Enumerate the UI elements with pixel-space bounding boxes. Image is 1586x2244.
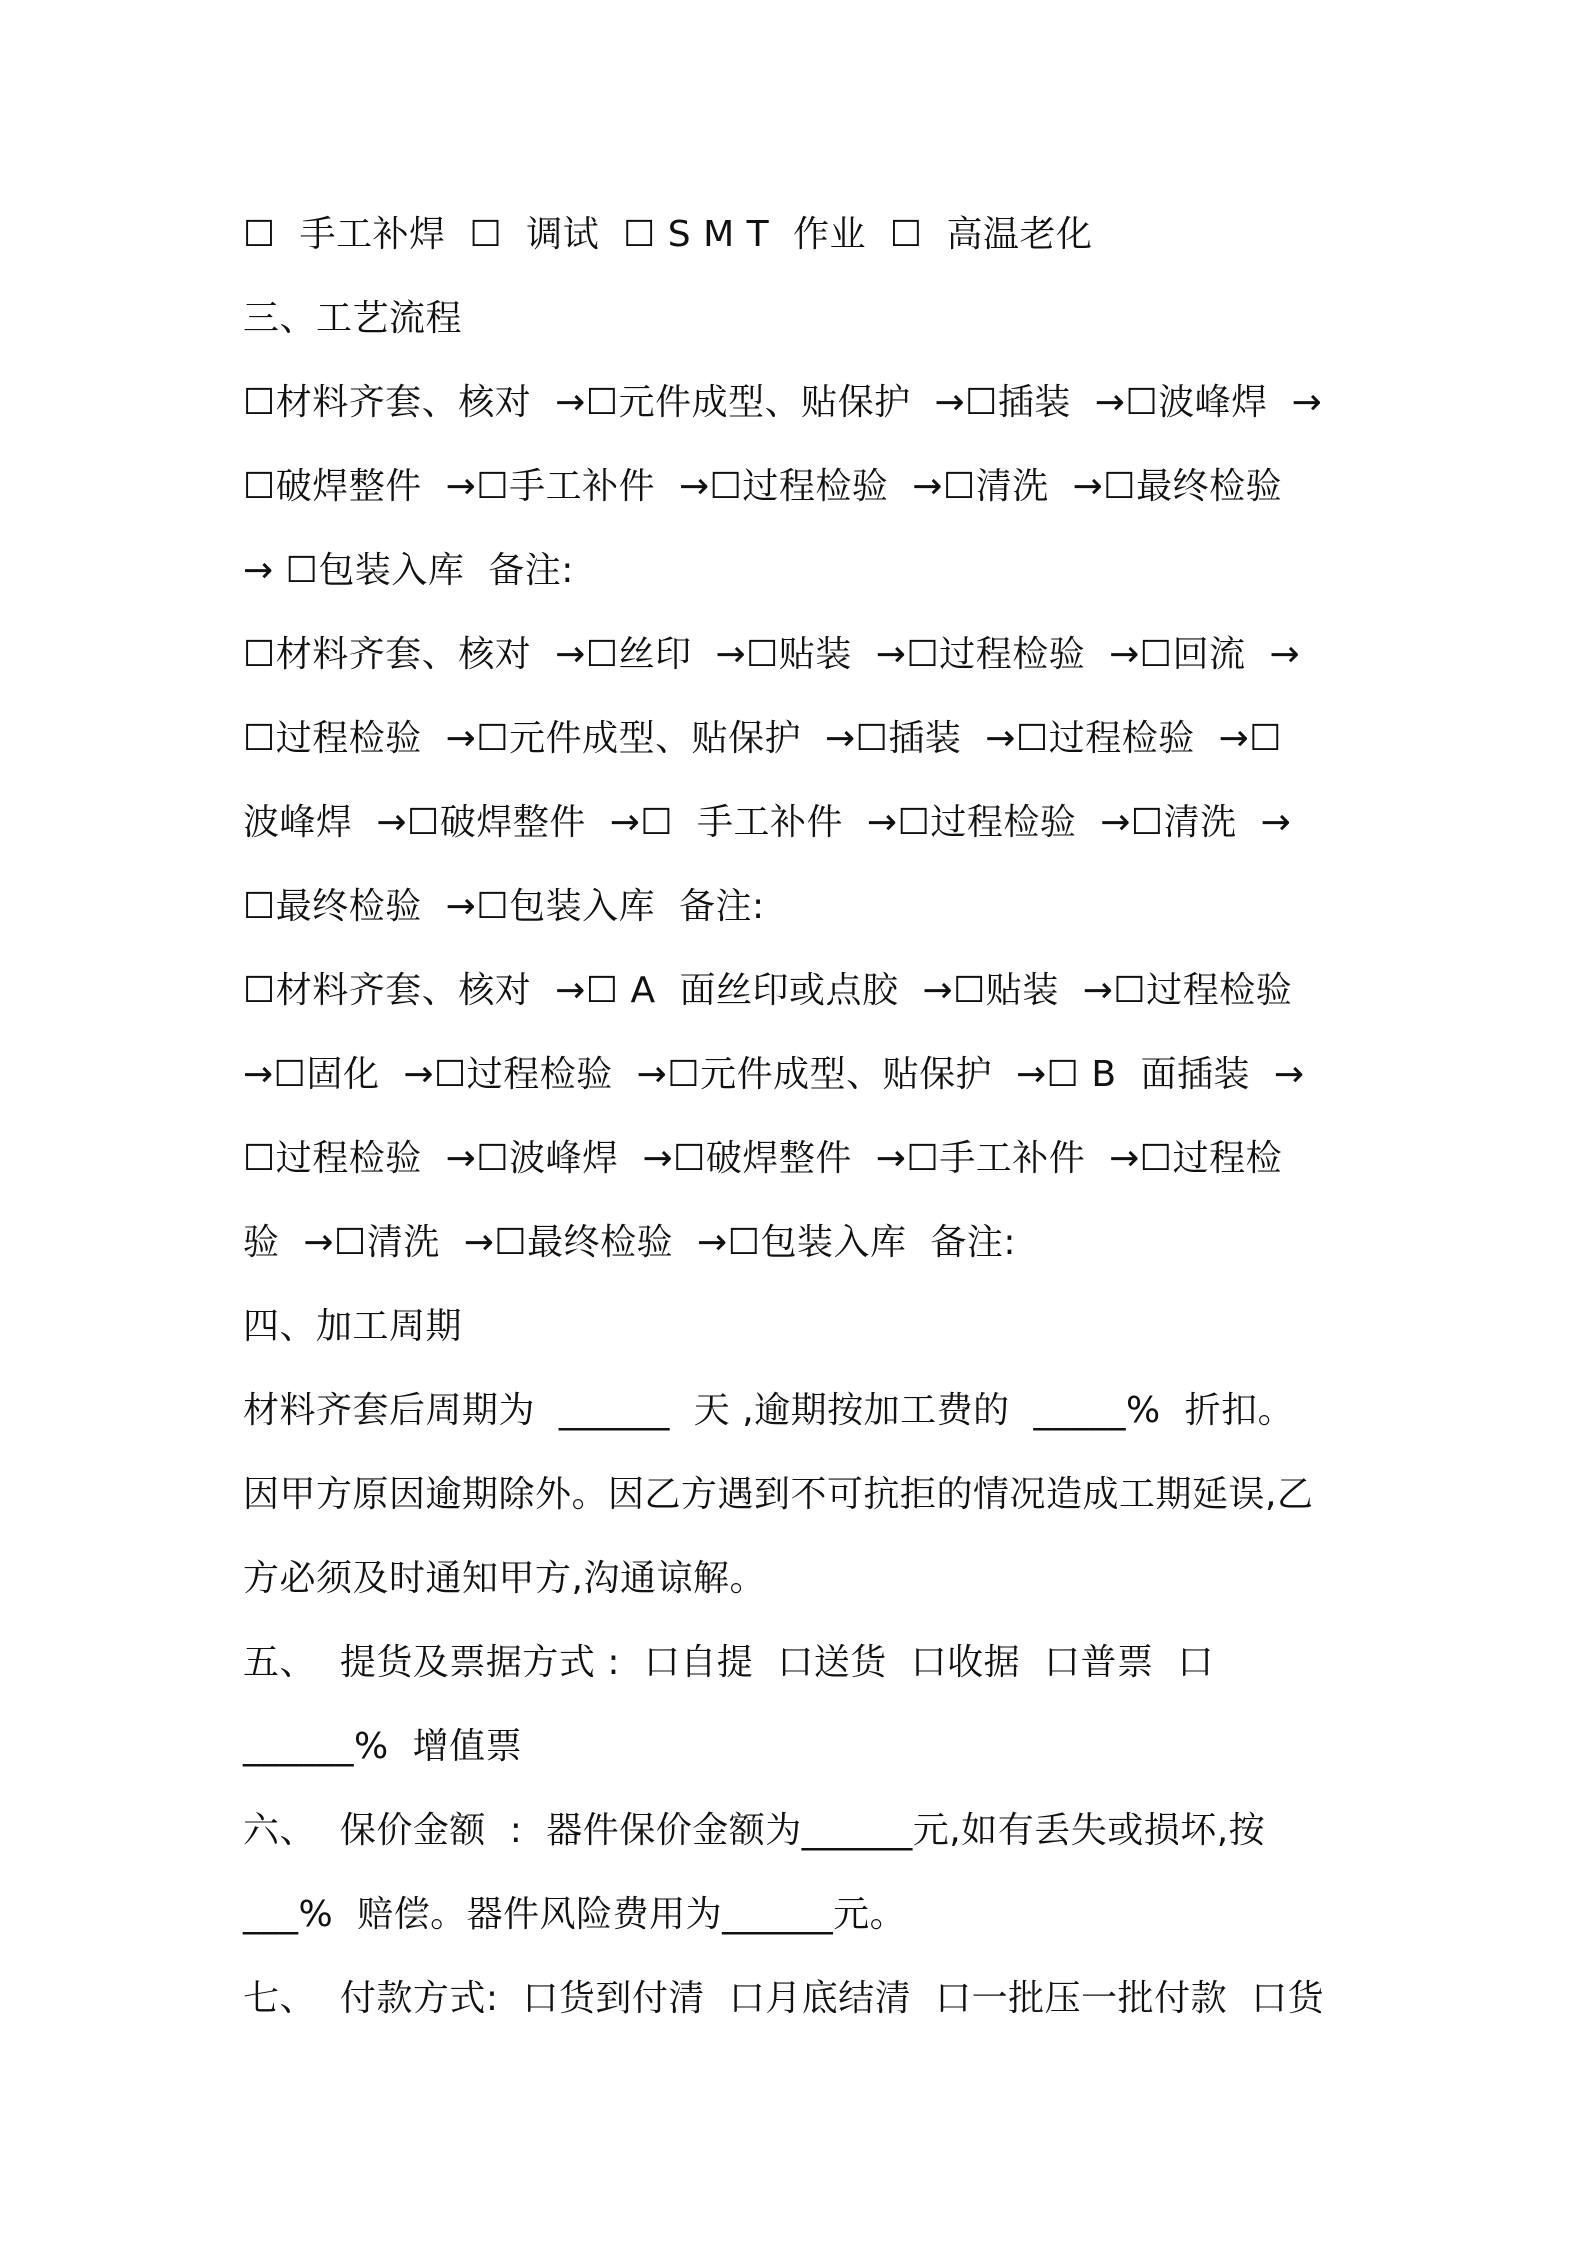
- section-heading-payment: 七、 付款方式: 口货到付清 口月底结清 口一批压一批付款 口货: [243, 1978, 1325, 2019]
- text-line: ___% 赔偿。器件风险费用为______元。: [243, 1894, 907, 1935]
- text-line: ☐材料齐套、核对 →☐ A 面丝印或点胶 →☐贴装 →☐过程检验: [243, 970, 1293, 1011]
- text-line: 验 →☐清洗 →☐最终检验 →☐包装入库 备注:: [243, 1222, 1016, 1263]
- document-body: [243, 193, 1363, 2041]
- text-line: 波峰焊 →☐破焊整件 →☐ 手工补件 →☐过程检验 →☐清洗 →: [243, 802, 1292, 843]
- text-line: →☐固化 →☐过程检验 →☐元件成型、贴保护 →☐ B 面插装 →: [243, 1054, 1305, 1095]
- text-line: ☐过程检验 →☐波峰焊 →☐破焊整件 →☐手工补件 →☐过程检: [243, 1138, 1283, 1179]
- section-heading-process: 三、工艺流程: [243, 298, 463, 339]
- text-line: ______% 增值票: [243, 1726, 523, 1767]
- section-heading-cycle: 四、加工周期: [243, 1306, 463, 1347]
- text-line-options: ☐ 手工补焊 ☐ 调试 ☐ S M T 作业 ☐ 高温老化: [243, 214, 1093, 255]
- text-line: ☐破焊整件 →☐手工补件 →☐过程检验 →☐清洗 →☐最终检验: [243, 466, 1283, 507]
- text-line: ☐材料齐套、核对 →☐元件成型、贴保护 →☐插装 →☐波峰焊 →: [243, 382, 1323, 423]
- text-line: 方必须及时通知甲方,沟通谅解。: [243, 1558, 766, 1599]
- text-line: → ☐包装入库 备注:: [243, 550, 574, 591]
- section-heading-insurance: 六、 保价金额 : 器件保价金额为______元,如有丢失或损坏,按: [243, 1810, 1266, 1851]
- text-line: ☐最终检验 →☐包装入库 备注:: [243, 886, 765, 927]
- text-line: 材料齐套后周期为 ______ 天 ,逾期按加工费的 _____% 折扣。: [243, 1390, 1295, 1431]
- section-heading-delivery: 五、 提货及票据方式 : 口自提 口送货 口收据 口普票 口: [243, 1642, 1214, 1683]
- text-line: 因甲方原因逾期除外。因乙方遇到不可抗拒的情况造成工期延误,乙: [243, 1474, 1314, 1515]
- text-line: ☐材料齐套、核对 →☐丝印 →☐贴装 →☐过程检验 →☐回流 →: [243, 634, 1301, 675]
- text-line: ☐过程检验 →☐元件成型、贴保护 →☐插装 →☐过程检验 →☐: [243, 718, 1283, 759]
